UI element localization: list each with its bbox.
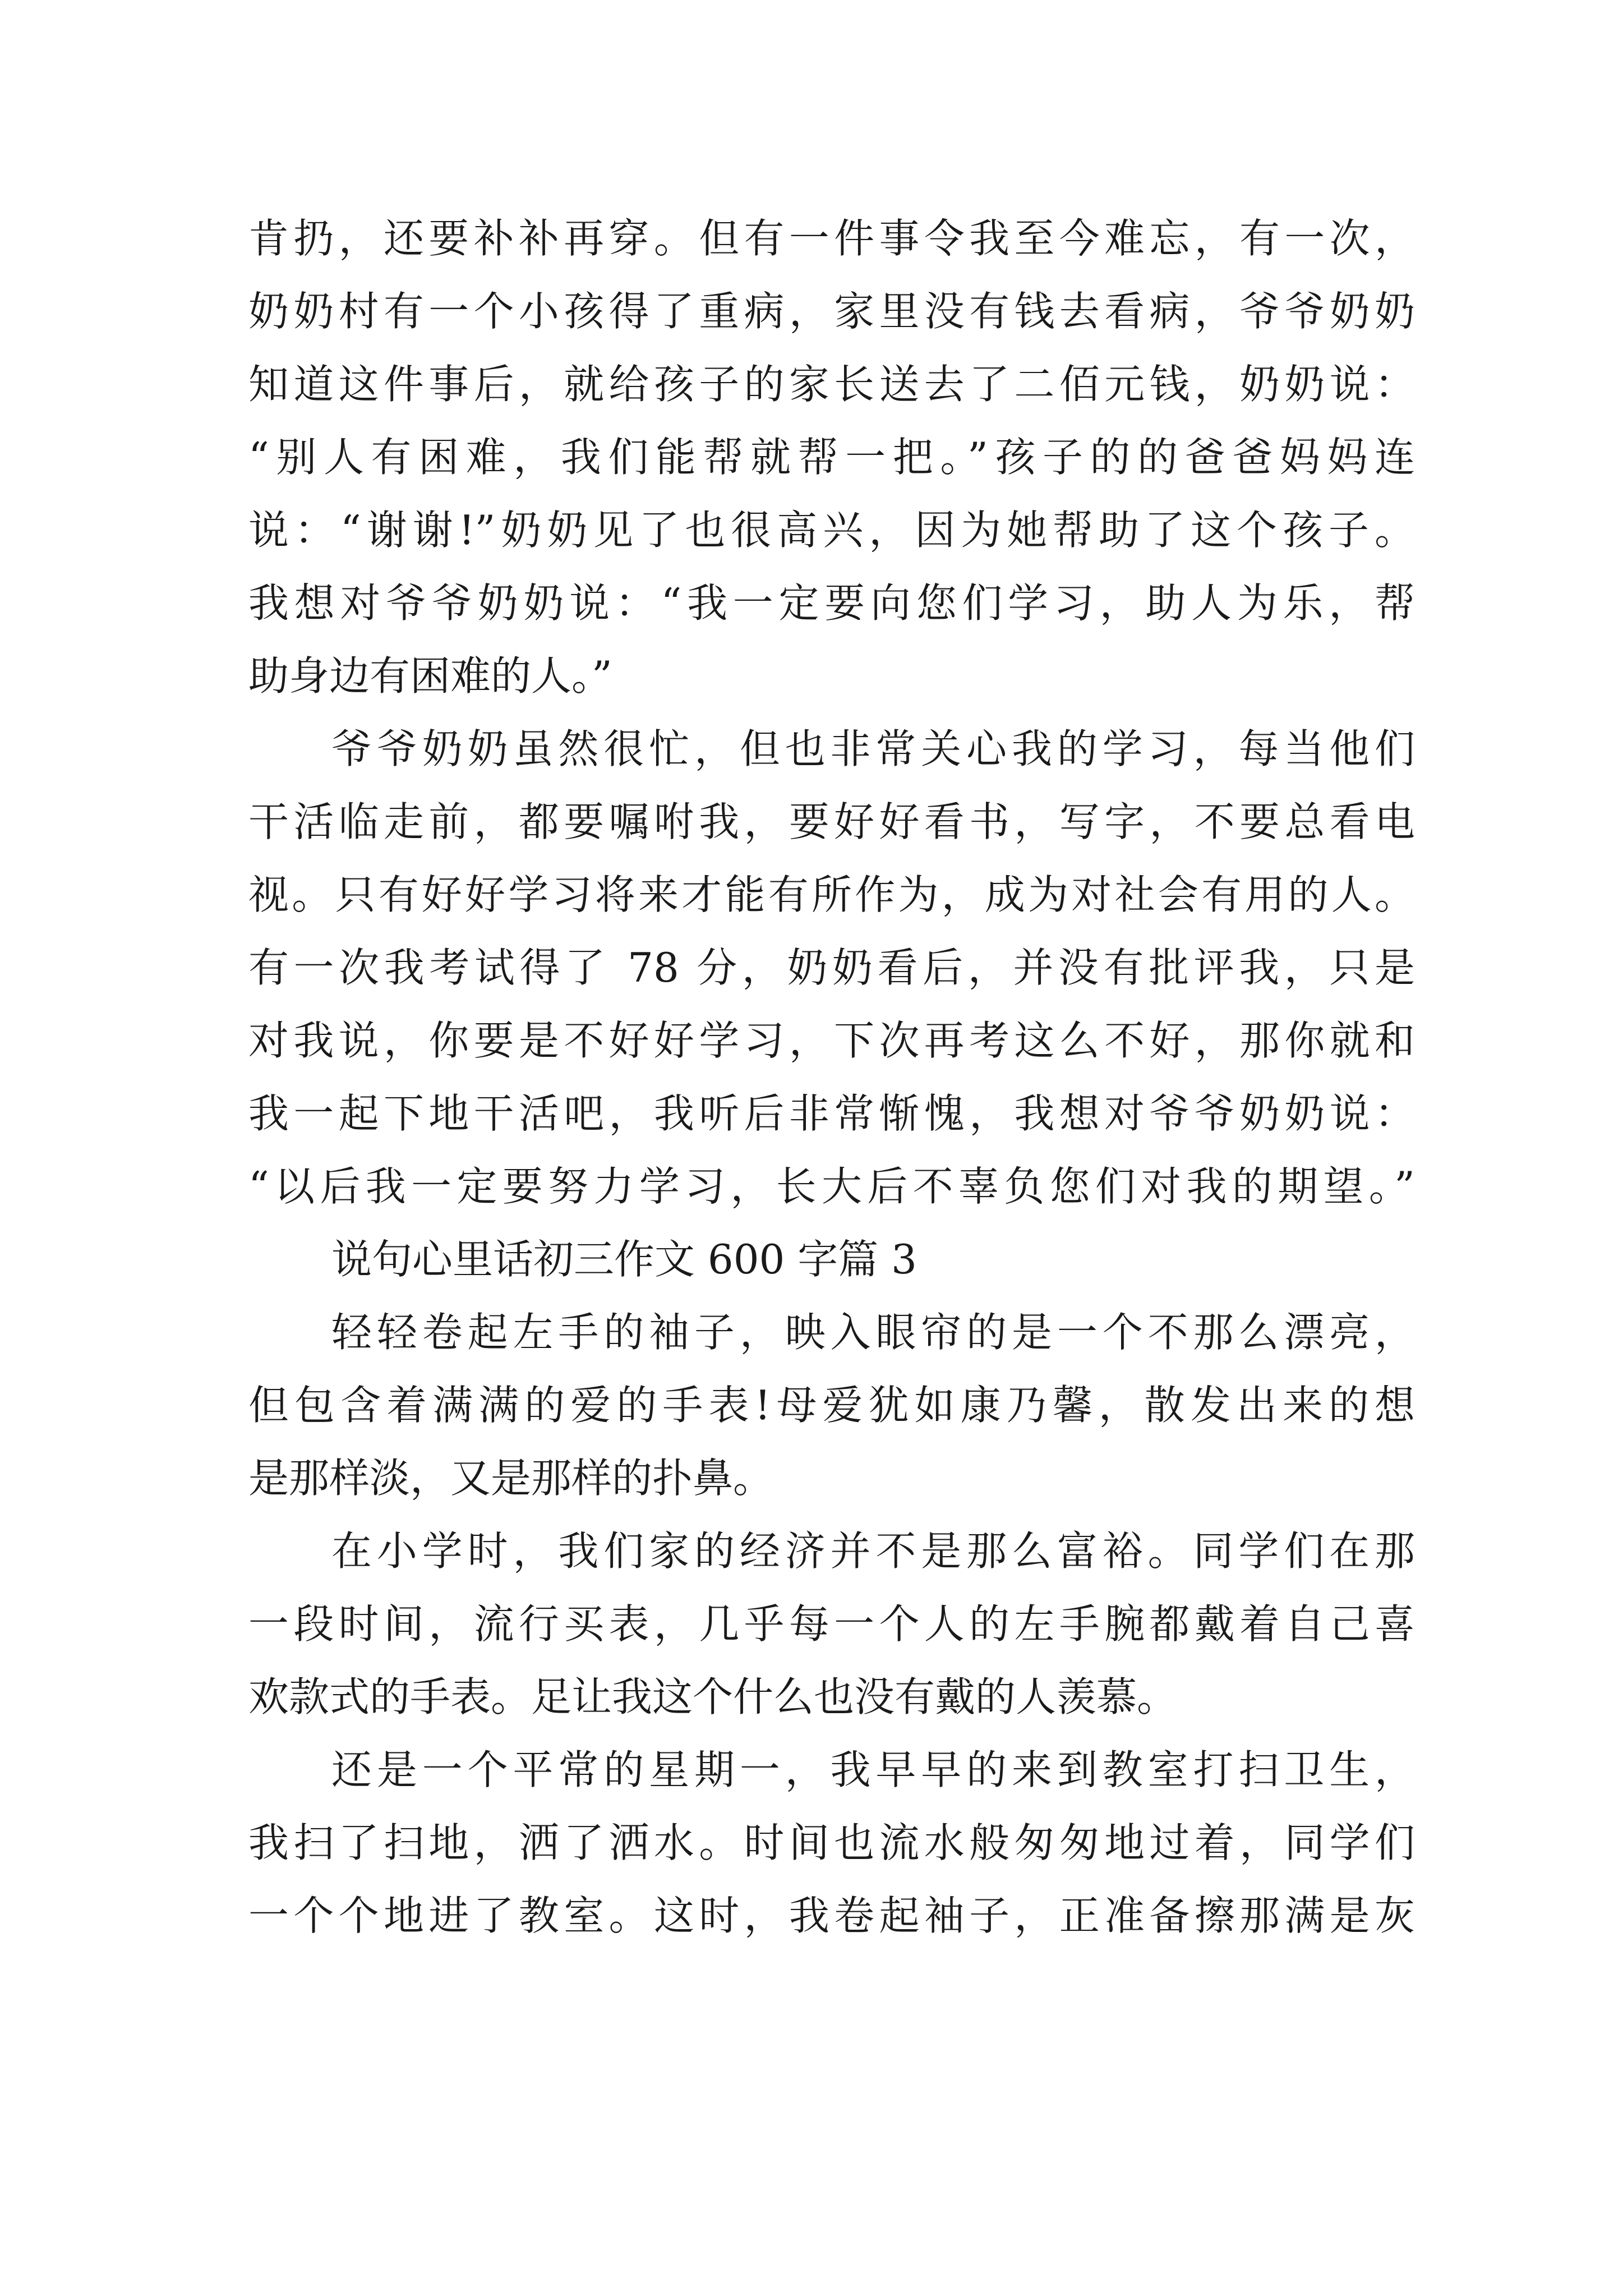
text-line: 有一次我考试得了 78 分，奶奶看后，并没有批评我，只是 xyxy=(248,944,1415,991)
section-heading: 说句心里话初三作文 600 字篇 3 xyxy=(331,1236,917,1283)
text-line: 视。只有好好学习将来才能有所作为，成为对社会有用的人。 xyxy=(248,871,1415,918)
text-line: “以后我一定要努力学习，长大后不辜负您们对我的期望。” xyxy=(248,1163,1415,1210)
text-line: 我想对爷爷奶奶说：“我一定要向您们学习，助人为乐，帮 xyxy=(248,579,1415,627)
text-line: 还是一个平常的星期一，我早早的来到教室打扫卫生， xyxy=(331,1746,1415,1793)
text-line: 奶奶村有一个小孩得了重病，家里没有钱去看病，爷爷奶奶 xyxy=(248,288,1415,335)
text-line: 对我说，你要是不好好学习，下次再考这么不好，那你就和 xyxy=(248,1017,1415,1064)
text-line: 一个个地进了教室。这时，我卷起袖子，正准备擦那满是灰 xyxy=(248,1892,1415,1939)
text-line: 爷爷奶奶虽然很忙，但也非常关心我的学习，每当他们 xyxy=(331,725,1415,772)
text-line: 助身边有困难的人。” xyxy=(248,652,612,700)
text-line: 干活临走前，都要嘱咐我，要好好看书，写字，不要总看电 xyxy=(248,798,1415,845)
text-line: 是那样淡，又是那样的扑鼻。 xyxy=(248,1455,774,1502)
text-line: 知道这件事后，就给孩子的家长送去了二佰元钱，奶奶说： xyxy=(248,361,1415,408)
text-line: 我扫了扫地，洒了洒水。时间也流水般匆匆地过着，同学们 xyxy=(248,1819,1415,1866)
text-line: 肯扔，还要补补再穿。但有一件事令我至今难忘，有一次， xyxy=(248,215,1415,262)
text-line: 说：“谢谢!”奶奶见了也很高兴，因为她帮助了这个孩子。 xyxy=(248,507,1415,554)
text-line: “别人有困难，我们能帮就帮一把。”孩子的的爸爸妈妈连 xyxy=(248,434,1415,481)
body-text xyxy=(248,202,1415,1952)
text-line: 轻轻卷起左手的袖子，映入眼帘的是一个不那么漂亮， xyxy=(331,1309,1415,1356)
text-line: 但包含着满满的爱的手表!母爱犹如康乃馨，散发出来的想 xyxy=(248,1382,1415,1429)
text-line: 我一起下地干活吧，我听后非常惭愧，我想对爷爷奶奶说： xyxy=(248,1090,1415,1137)
text-line: 一段时间，流行买表，几乎每一个人的左手腕都戴着自己喜 xyxy=(248,1600,1415,1648)
text-line: 欢款式的手表。足让我这个什么也没有戴的人羡慕。 xyxy=(248,1673,1178,1720)
text-line: 在小学时，我们家的经济并不是那么富裕。同学们在那 xyxy=(331,1527,1415,1575)
